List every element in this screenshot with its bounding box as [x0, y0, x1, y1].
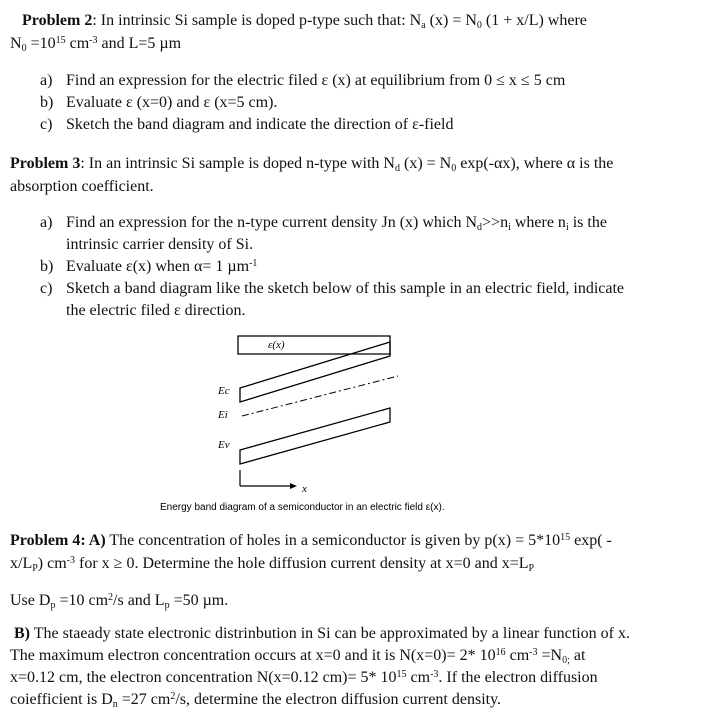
ei-label: Ei [218, 409, 228, 421]
ev-band [240, 408, 390, 464]
x-axis-label: x [302, 483, 307, 495]
field-label: ε(x) [268, 339, 285, 351]
problem-3-part-b: b) Evaluate ε(x) when α= 1 µm$^{-1}$ [40, 258, 258, 275]
band-diagram [150, 330, 570, 530]
problem-2-parts [40, 70, 565, 136]
x-axis-arrowhead [290, 483, 297, 489]
field-arrow-shape [238, 336, 390, 354]
problem-2-statement-line2: $N_0 =10^{15}$ $cm^{-3}$ and L=5 µm [10, 35, 182, 54]
diagram-caption: Energy band diagram of a semiconductor in an electric field ε(x). [160, 502, 445, 513]
ec-label: Ec [218, 385, 230, 397]
problem-4-heading: Problem 4: A) [10, 532, 106, 549]
problem-4b-line2: The maximum electron concentration occurs at x=0 and it is N(x=0)= 2* $10^{16}$ $cm^{-3} =N_{0;}$ at [10, 647, 586, 666]
problem-2-statement-line1: Problem 2: In intrinsic Si sample is doped p-type such that: $N_a$ $(x) = N_0$ (1 + x/L) where [22, 12, 587, 31]
problem-4b-line1: B) The staeady state electronic distrinbution in Si can be approximated by a linear function of x. [14, 625, 630, 642]
problem-2-part-c: c) Sketch the band diagram and indicate the direction of ε-field [40, 116, 454, 133]
problem-3-part-c-line2: the electric filed ε direction. [66, 302, 246, 319]
ec-band [240, 342, 390, 402]
ei-line [242, 376, 398, 416]
problem-3-part-a: a) Find an expression for the n-type current density Jn (x) which $N_d>>n_i$ where $n_i$ is the [40, 214, 607, 233]
problem-2-part-a: a) Find an expression for the electric filed ε (x) at equilibrium from 0 ≤ x ≤ 5 cm [40, 72, 566, 89]
problem-4a-givens: Use $D_p =10$ $cm^2/s$ and $L_p =50$ µm. [10, 592, 229, 611]
problem-3-statement-line2: absorption coefficient. [10, 178, 154, 195]
problem-3-part-c: c) Sketch a band diagram like the sketch below of this sample in an electric field, indicate [40, 280, 625, 297]
problem-4b-heading: B) [14, 625, 30, 642]
ev-label: Ev [218, 439, 230, 451]
problem-3-heading: Problem 3 [10, 155, 81, 172]
problem-3-statement-line1: Problem 3: In an intrinsic Si sample is doped n-type with $N_d$ $(x) = N_0$ exp(-αx), where α is the [10, 155, 614, 174]
problem-4a-line1: Problem 4: A) The concentration of holes in a semiconductor is given by $p(x) = 5*10^{15}$ exp( - [10, 532, 612, 549]
problem-2-part-b: b) Evaluate ε (x=0) and ε (x=5 cm). [40, 94, 278, 111]
problem-2-heading: Problem 2 [22, 12, 93, 29]
problem-4b-line4: coiefficient is $D_n =27$ $cm^2/s$, determine the electron diffusion current density. [10, 691, 502, 710]
problem-4a-line2: $x/L_P$) $cm^{-3}$ for x ≥ 0. Determine the hole diffusion current density at x=0 and $x=L_P$ [10, 555, 535, 574]
problem-3-parts [40, 212, 624, 322]
problem-3-part-a-line2: intrinsic carrier density of Si. [66, 236, 254, 253]
problem-4b-line3: x=0.12 cm, the electron concentration N(x=0.12 cm)= 5* $10^{15}$ $cm^{-3}$. If the electron diffusion [10, 669, 598, 686]
